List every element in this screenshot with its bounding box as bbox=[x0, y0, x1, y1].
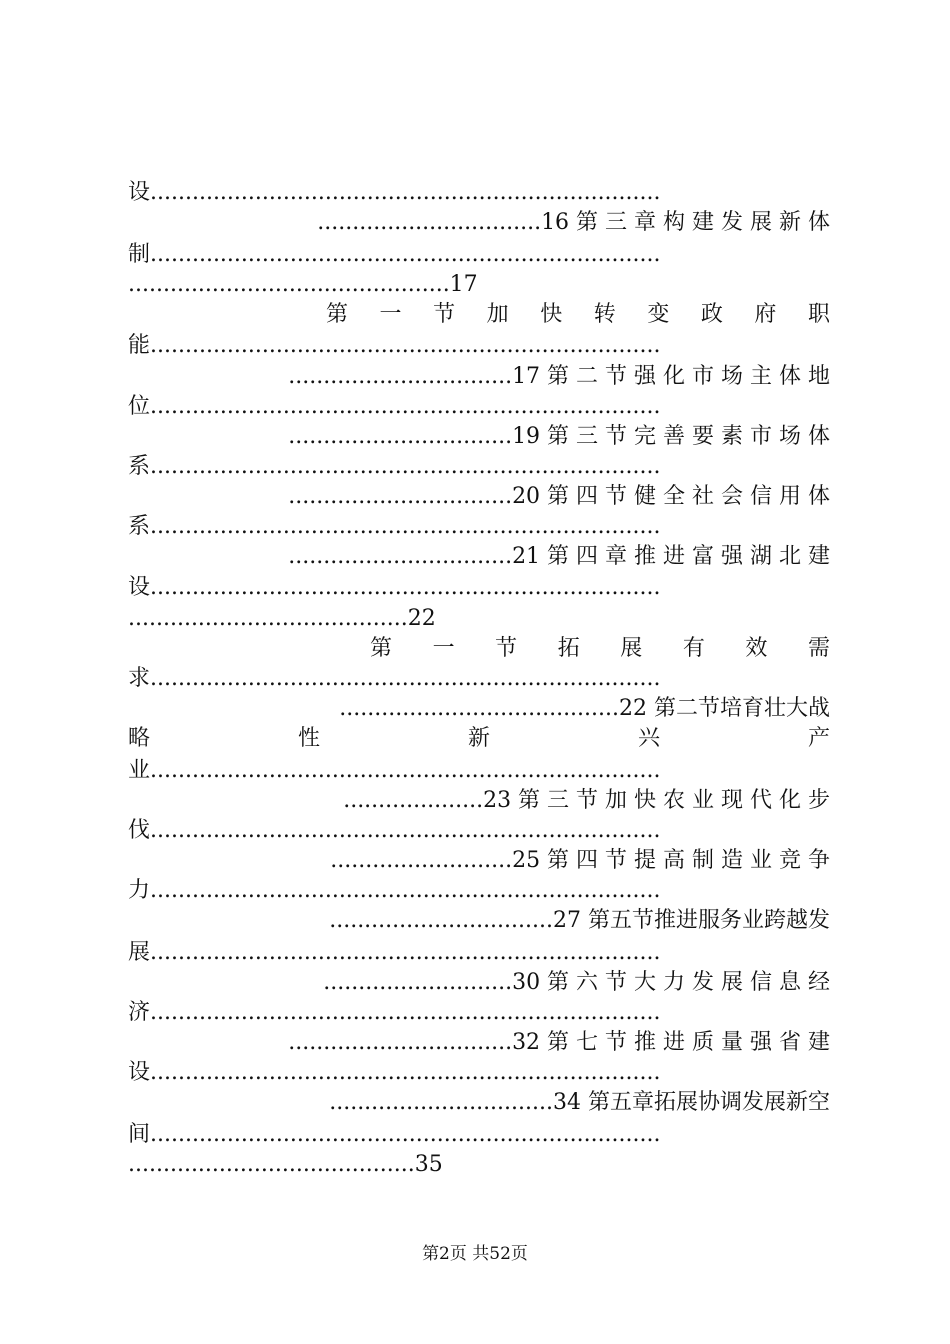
toc-line: 设......................................................................... bbox=[128, 575, 661, 600]
toc-line: 位......................................................................... bbox=[128, 394, 661, 419]
toc-line: ....................23 第 三 节 加 快 农 业 现 代 化 步 bbox=[343, 788, 830, 813]
toc-line: 系......................................................................... bbox=[128, 454, 661, 479]
toc-line: ................................34 第五章拓展协调发展新空 bbox=[329, 1090, 830, 1115]
toc-line: 第 一 节 加 快 转 变 政 府 职 bbox=[326, 302, 830, 327]
toc-line: 设......................................................................... bbox=[128, 180, 661, 205]
toc-line: 伐......................................................................... bbox=[128, 818, 661, 843]
toc-line: ..........................25 第 四 节 提 高 制 造 业 竞 争 bbox=[330, 848, 830, 873]
toc-line: 设......................................................................... bbox=[128, 1060, 661, 1085]
toc-line: ................................19 第 三 节 完 善 要 素 市 场 体 bbox=[288, 424, 830, 449]
toc-line: 第 一 节 拓 展 有 效 需 bbox=[370, 636, 830, 661]
toc-line: 济......................................................................... bbox=[128, 1000, 661, 1025]
toc-line: 业......................................................................... bbox=[128, 758, 661, 783]
toc-line: ................................21 第 四 章 推 进 富 强 湖 北 建 bbox=[288, 544, 830, 569]
toc-line: ................................17 第 二 节 强 化 市 场 主 体 地 bbox=[288, 364, 830, 389]
toc-line: ........................................22 bbox=[128, 606, 436, 631]
toc-line: 力......................................................................... bbox=[128, 878, 661, 903]
page-number-footer: 第2页 共52页 bbox=[422, 1244, 528, 1264]
toc-line: 略 性 新 兴 产 bbox=[128, 726, 830, 751]
toc-line: ...........................30 第 六 节 大 力 发 展 信 息 经 bbox=[323, 970, 830, 995]
toc-line: 制......................................................................... bbox=[128, 242, 661, 267]
toc-line: ................................16 第 三 章 构 建 发 展 新 体 bbox=[317, 210, 830, 235]
toc-line: 间......................................................................... bbox=[128, 1122, 661, 1147]
toc-line: 能......................................................................... bbox=[128, 333, 661, 358]
toc-line: ................................32 第 七 节 推 进 质 量 强 省 建 bbox=[288, 1030, 830, 1055]
toc-line: .........................................35 bbox=[128, 1152, 443, 1177]
toc-line: ..............................................17 bbox=[128, 272, 478, 297]
toc-line: ........................................22 第二节培育壮大战 bbox=[339, 696, 830, 721]
toc-line: 展......................................................................... bbox=[128, 940, 661, 965]
toc-line: 系......................................................................... bbox=[128, 514, 661, 539]
toc-line: ................................20 第 四 节 健 全 社 会 信 用 体 bbox=[288, 484, 830, 509]
toc-line: 求......................................................................... bbox=[128, 666, 661, 691]
toc-line: ................................27 第五节推进服务业跨越发 bbox=[329, 908, 830, 933]
